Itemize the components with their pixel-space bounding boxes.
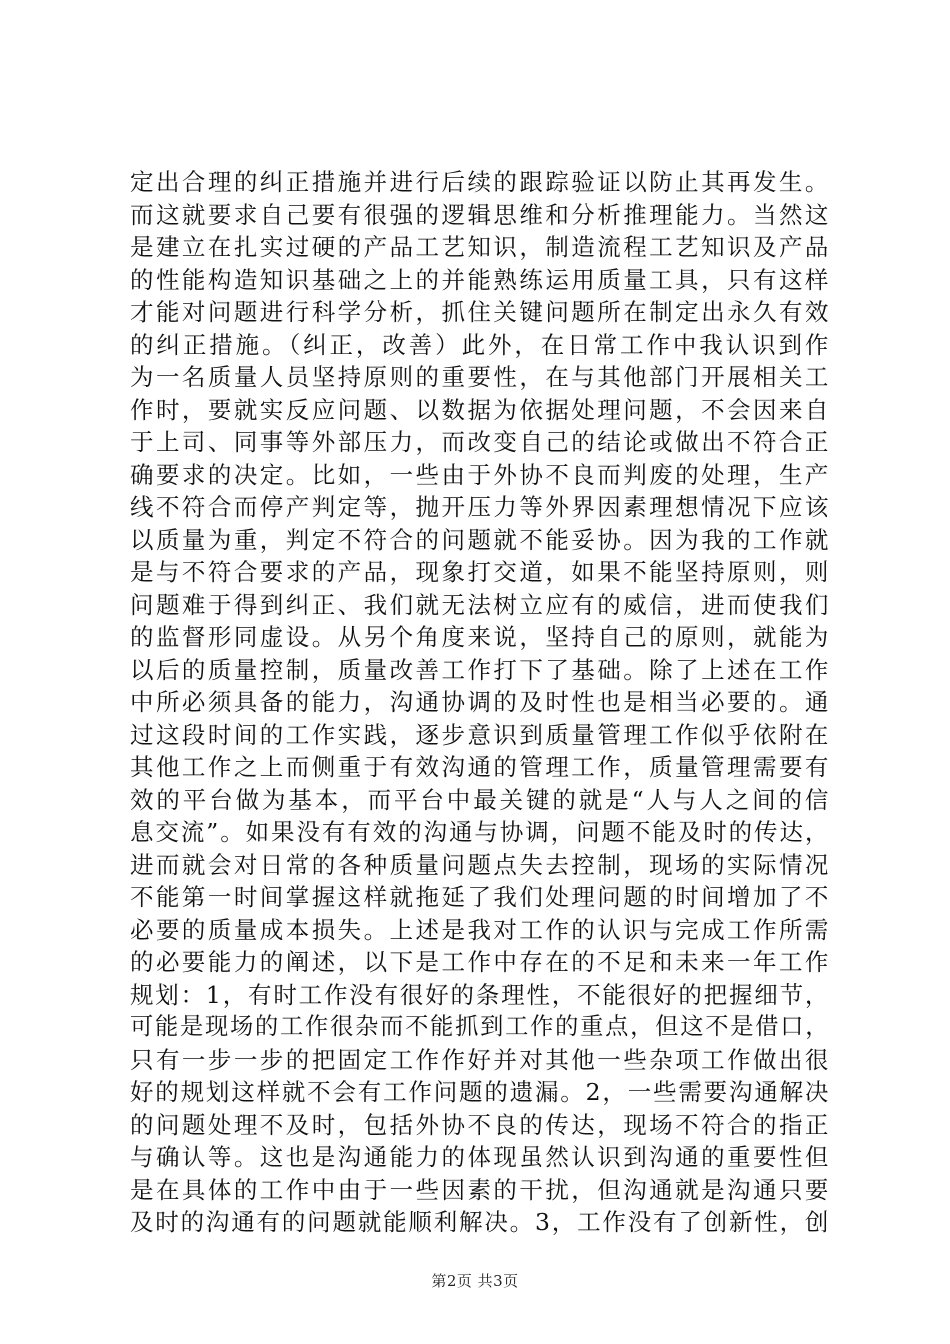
text-line: 过这段时间的工作实践，逐步意识到质量管理工作似乎依附在 — [130, 720, 830, 749]
page-footer: 第2页 共3页 — [431, 1272, 519, 1290]
text-line: 才能对问题进行科学分析，抓住关键问题所在制定出永久有效 — [130, 298, 830, 326]
text-line: 效的平台做为基本，而平台中最关键的就是“人与人之间的信 — [130, 785, 830, 814]
text-line: 以质量为重，判定不符合的问题就不能妥协。因为我的工作就 — [130, 525, 830, 554]
text-line: 及时的沟通有的问题就能顺利解决。3，工作没有了创新性，创 — [130, 1208, 830, 1236]
text-line: 而这就要求自己要有很强的逻辑思维和分析推理能力。当然这 — [130, 200, 830, 229]
text-line: 定出合理的纠正措施并进行后续的跟踪验证以防止其再发生。 — [130, 168, 830, 196]
text-line: 的问题处理不及时，包括外协不良的传达，现场不符合的指正 — [130, 1110, 830, 1139]
text-line: 为一名质量人员坚持原则的重要性，在与其他部门开展相关工 — [130, 363, 830, 391]
text-line: 作时，要就实反应问题、以数据为依据处理问题，不会因来自 — [130, 395, 830, 424]
text-line: 必要的质量成本损失。上述是我对工作的认识与完成工作所需 — [130, 915, 830, 944]
text-line: 可能是现场的工作很杂而不能抓到工作的重点，但这不是借口， — [130, 1013, 830, 1040]
text-line: 进而就会对日常的各种质量问题点失去控制，现场的实际情况 — [130, 850, 830, 879]
text-line: 不能第一时间掌握这样就拖延了我们处理问题的时间增加了不 — [130, 883, 830, 911]
text-line: 只有一步一步的把固定工作作好并对其他一些杂项工作做出很 — [130, 1045, 830, 1074]
text-line: 的性能构造知识基础之上的并能熟练运用质量工具，只有这样 — [130, 265, 830, 294]
text-line: 是在具体的工作中由于一些因素的干扰，但沟通就是沟通只要 — [130, 1175, 830, 1204]
text-line: 的监督形同虚设。从另个角度来说，坚持自己的原则，就能为 — [130, 623, 830, 651]
body-text — [130, 166, 830, 1239]
text-line: 与确认等。这也是沟通能力的体现虽然认识到沟通的重要性但 — [130, 1143, 830, 1171]
text-line: 是与不符合要求的产品，现象打交道，如果不能坚持原则，则 — [130, 558, 830, 586]
text-line: 的纠正措施。（纠正，改善）此外，在日常工作中我认识到作 — [130, 330, 830, 359]
text-line: 中所必须具备的能力，沟通协调的及时性也是相当必要的。通 — [130, 688, 830, 716]
text-line: 的必要能力的阐述，以下是工作中存在的不足和未来一年工作 — [130, 948, 830, 976]
text-line: 确要求的决定。比如，一些由于外协不良而判废的处理，生产 — [130, 460, 830, 489]
text-line: 以后的质量控制，质量改善工作打下了基础。除了上述在工作 — [130, 655, 830, 684]
text-line: 规划：1，有时工作没有很好的条理性，不能很好的把握细节， — [130, 980, 830, 1009]
text-line: 是建立在扎实过硬的产品工艺知识，制造流程工艺知识及产品 — [130, 233, 830, 261]
text-line: 其他工作之上而侧重于有效沟通的管理工作，质量管理需要有 — [130, 753, 830, 781]
text-line: 息交流”。如果没有有效的沟通与协调，问题不能及时的传达， — [130, 818, 830, 846]
text-line: 问题难于得到纠正、我们就无法树立应有的威信，进而使我们 — [130, 590, 830, 619]
text-line: 于上司、同事等外部压力，而改变自己的结论或做出不符合正 — [130, 428, 830, 456]
text-line: 好的规划这样就不会有工作问题的遗漏。2，一些需要沟通解决 — [130, 1078, 830, 1106]
text-line: 线不符合而停产判定等，抛开压力等外界因素理想情况下应该 — [130, 493, 830, 521]
